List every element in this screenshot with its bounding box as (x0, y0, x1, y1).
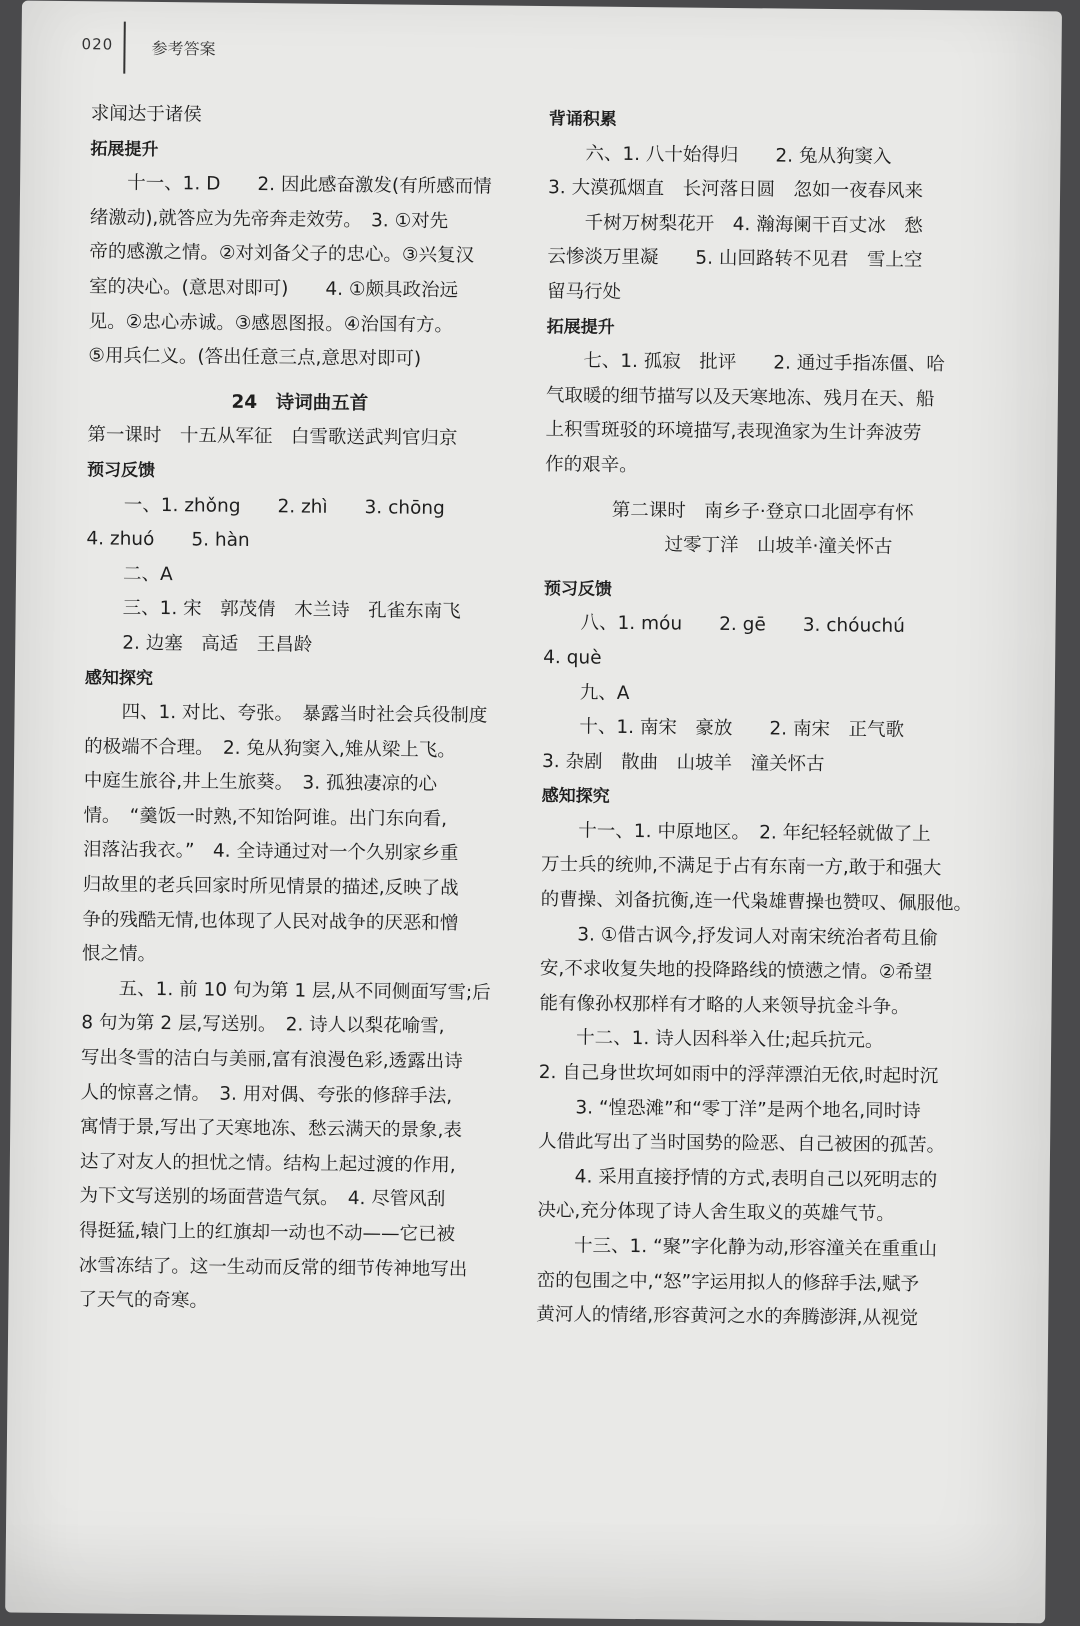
text-line: 情。 “羹饭一时熟,不知饴阿谁。出门东向看, (83, 805, 448, 830)
text-line: 的极端不合理。 2. 兔从狗窦入,雉从梁上飞。 (84, 735, 456, 761)
text-line: 8 句为第 2 层,写送别。 2. 诗人以梨花喻雪, (81, 1012, 445, 1038)
section-heading: 预习反馈 (543, 578, 612, 600)
text-line: 八、1. móu 2. gē 3. chóuchú (580, 612, 905, 638)
text-line: 3. 杂剧 散曲 山坡羊 潼关怀古 (541, 750, 825, 775)
text-line: 安,不求收复失地的投降路线的愤懑之情。②希望 (539, 958, 933, 984)
text-line: 中庭生旅谷,井上生旅葵。 3. 孤独凄凉的心 (83, 770, 438, 796)
text-line: 写出冬雪的洁白与美丽,富有浪漫色彩,透露出诗 (80, 1047, 463, 1073)
section-heading: 感知探究 (84, 667, 154, 689)
section-heading: 背诵积累 (548, 109, 617, 130)
lesson-title: 过零丁洋 山坡羊·潼关怀古 (664, 534, 893, 558)
right-column (536, 102, 985, 1337)
text-line: 为下文写送别的场面营造气氛。 4. 尽管风刮 (79, 1185, 446, 1211)
text-line: 十一、1. 中原地区。 2. 年纪轻轻就做了上 (578, 820, 931, 845)
text-line: 4. zhuó 5. hàn (86, 528, 250, 552)
text-line: 人的惊喜之情。 3. 用对偶、夸张的修辞手法, (80, 1081, 453, 1107)
text-line: 九、A (579, 681, 630, 704)
text-line: 三、1. 宋 郭茂倩 木兰诗 孔雀东南飞 (122, 597, 461, 623)
text-line: 六、1. 八十始得归 2. 兔从狗窦入 (585, 143, 892, 168)
running-title: 参考答案 (151, 38, 216, 59)
text-line: 四、1. 对比、夸张。 暴露当时社会兵役制度 (121, 701, 488, 727)
text-line: 万士兵的统帅,不满足于占有东南一方,敢于和强大 (540, 854, 942, 880)
text-line: 归故里的老兵回家时所见情景的描述,反映了战 (82, 874, 459, 900)
page-number: 020 (81, 35, 114, 54)
text-line: 二、A (122, 563, 173, 585)
text-line: 2. 自己身世坎坷如雨中的浮萍漂泊无依,时起时沉 (538, 1062, 939, 1088)
chapter-title: 24 诗词曲五首 (231, 391, 369, 414)
section-heading: 感知探究 (541, 786, 610, 808)
text-line: 云惨淡万里凝 5. 山回路转不见君 雪上空 (547, 246, 923, 272)
text-line: 黄河人的情绪,形容黄河之水的奔腾澎湃,从视觉 (536, 1304, 919, 1330)
book-page (5, 1, 1062, 1624)
text-line: 达了对友人的担忧之情。结构上起过渡的作用, (79, 1151, 456, 1176)
text-line: 十一、1. D 2. 因此感奋激发(有所感而情 (127, 172, 492, 198)
text-line: 上积雪斑驳的环境描写,表现渔家为生计奔波劳 (545, 419, 922, 445)
text-line: 2. 边塞 高适 王昌龄 (122, 632, 313, 656)
section-heading: 拓展提升 (546, 316, 615, 338)
text-line: 人借此写出了当时国势的险恶、自己被困的孤苦。 (537, 1131, 946, 1157)
text-line: 3. 大漠孤烟直 长河落日圆 忽如一夜春风来 (547, 177, 924, 203)
text-line: 绪激动),就答应为先帝奔走效劳。 3. ①对先 (89, 207, 449, 232)
text-line: 第一课时 十五从军征 白雪歌送武判官归京 (87, 424, 458, 450)
section-heading: 拓展提升 (90, 138, 159, 160)
text-line: 冰雪冻结了。这一生动而反常的细节传神地写出 (78, 1254, 468, 1280)
text-line: 十、1. 南宋 豪放 2. 南宋 正气歌 (579, 716, 905, 741)
text-line: ⑤用兵仁义。(答出任意三点,意思对即可) (88, 345, 422, 370)
text-line: 求闻达于诸侯 (90, 103, 202, 126)
text-line: 一、1. zhǒng 2. zhì 3. chōng (123, 494, 445, 519)
text-line: 寓情于景,写出了天寒地冻、愁云满天的景象,表 (80, 1116, 463, 1142)
text-line: 千树万树梨花开 4. 瀚海阑干百丈冰 愁 (584, 212, 923, 237)
text-line: 争的残酷无情,也体现了人民对战争的厌恶和憎 (82, 908, 459, 934)
text-line: 气取暖的细节描写以及天寒地冻、残月在天、船 (545, 384, 935, 410)
header-divider (123, 22, 126, 74)
text-line: 作的艰辛。 (545, 453, 638, 476)
text-line: 3. ①借古讽今,抒发词人对南宋统治者苟且偷 (577, 924, 938, 949)
text-line: 室的决心。(意思对即可) 4. ①颇具政治远 (88, 276, 459, 302)
text-line: 的曹操、刘备抗衡,连一代枭雄曹操也赞叹、佩服他。 (540, 889, 973, 915)
section-heading: 预习反馈 (87, 460, 156, 481)
text-line: 见。②忠心赤诚。③感恩图报。④治国有方。 (88, 310, 454, 336)
text-line: 泪落沾我衣。” 4. 全诗通过对一个久别家乡重 (83, 839, 459, 865)
text-line: 能有像孙权那样有才略的人来领导抗金斗争。 (539, 992, 910, 1018)
lesson-title: 第二课时 南乡子·登京口北固亭有怀 (611, 499, 914, 524)
text-line: 十三、1. “聚”字化静为动,形容潼关在重重山 (573, 1235, 938, 1261)
text-line: 峦的包围之中,“怒”字运用拟人的修辞手法,赋予 (536, 1269, 920, 1295)
text-line: 十二、1. 诗人因科举入仕;起兵抗元。 (576, 1027, 884, 1053)
text-line: 恨之情。 (81, 943, 157, 966)
text-line: 3. “惶恐滩”和“零丁洋”是两个地名,同时诗 (575, 1097, 921, 1122)
text-line: 五、1. 前 10 句为第 1 层,从不同侧面写雪;后 (118, 978, 491, 1004)
text-line: 4. 采用直接抒情的方式,表明自己以死明志的 (574, 1166, 938, 1192)
text-line: 了天气的奇寒。 (78, 1289, 209, 1312)
text-line: 决心,充分体现了诗人舍生取义的英雄气节。 (537, 1200, 895, 1226)
text-line: 帝的感激之情。②对刘备父子的忠心。③兴复汉 (89, 241, 475, 267)
text-line: 七、1. 孤寂 批评 2. 通过手指冻僵、哈 (583, 350, 945, 376)
text-line: 留马行处 (546, 281, 622, 303)
left-column (78, 97, 515, 1322)
text-line: 4. què (543, 646, 602, 669)
text-line: 得挺猛,辕门上的红旗却一动也不动——它已被 (79, 1220, 456, 1246)
